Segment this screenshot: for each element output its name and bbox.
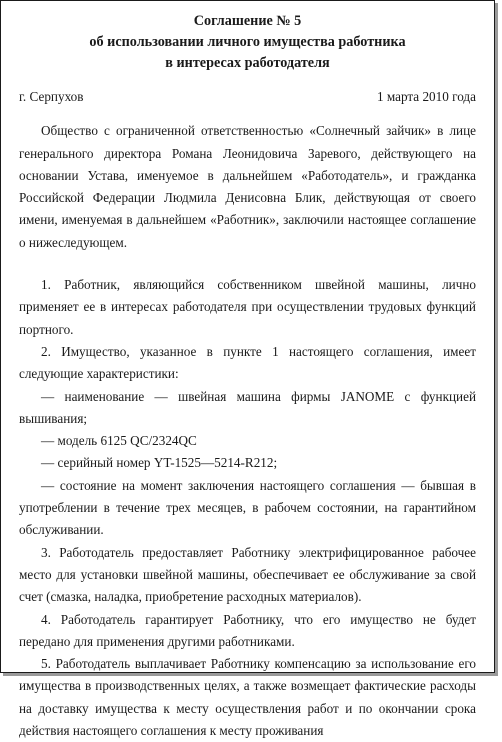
place: г. Серпухов [19, 89, 84, 104]
clause-3: 3. Работодатель предоставляет Работнику электрифицированное рабочее место для установки швейной машины, обеспечивает ее обслуживание за свой счет (смазка, наладка, приобретение расходных материалов). [19, 544, 476, 605]
preamble-paragraph: Общество с ограниченной ответственностью «Солнечный зайчик» в лице генерального директора Романа Леонидовича Заревого, действующего на основании Устава, именуемое в дальнейшем «Работодатель», и гражданка Российской Федерации Людмила Денисовна Блик, действующая от своего имени, именуемая в дальнейшем «Работник», заключили настоящее соглашение о нижеследующем. [19, 123, 476, 250]
title-line-1: Соглашение № 5 [193, 13, 302, 29]
characteristic-name: — наименование — швейная машина фирмы JANOME с функцией вышивания; [19, 388, 476, 426]
place-date-row [19, 86, 476, 108]
title-line-3: в интересах работодателя [165, 55, 330, 71]
clause-5: 5. Работодатель выплачивает Работнику компенсацию за использование его имущества в производственных целях, а также возмещает фактические расходы на доставку имущества к месту осуществления работ и по окончании срока действия настоящего соглашения к месту проживания [19, 656, 476, 739]
date: 1 марта 2010 года [376, 89, 476, 104]
characteristic-serial: — серийный номер YT-1525—5214-R212; [41, 455, 278, 471]
clause-4: 4. Работодатель гарантирует Работнику, что его имущество не будет передано для применения другими работниками. [19, 611, 476, 649]
document-body [1, 1, 494, 742]
document-title [19, 11, 476, 74]
characteristic-model: — модель 6125 QC/2324QC [41, 433, 197, 449]
title-line-2: об использовании личного имущества работника [89, 34, 406, 50]
clause-2: 2. Имущество, указанное в пункте 1 настоящего соглашения, имеет следующие характеристики: [19, 343, 476, 382]
clause-1: 1. Работник, являющийся собственником швейной машины, лично применяет ее в интересах работодателя при осуществлении трудовых функций портного. [19, 277, 476, 337]
characteristic-condition: — состояние на момент заключения настоящего соглашения — бывшая в употреблении в течение трех месяцев, в рабочем состоянии, на гарантийном обслуживании. [19, 477, 476, 538]
